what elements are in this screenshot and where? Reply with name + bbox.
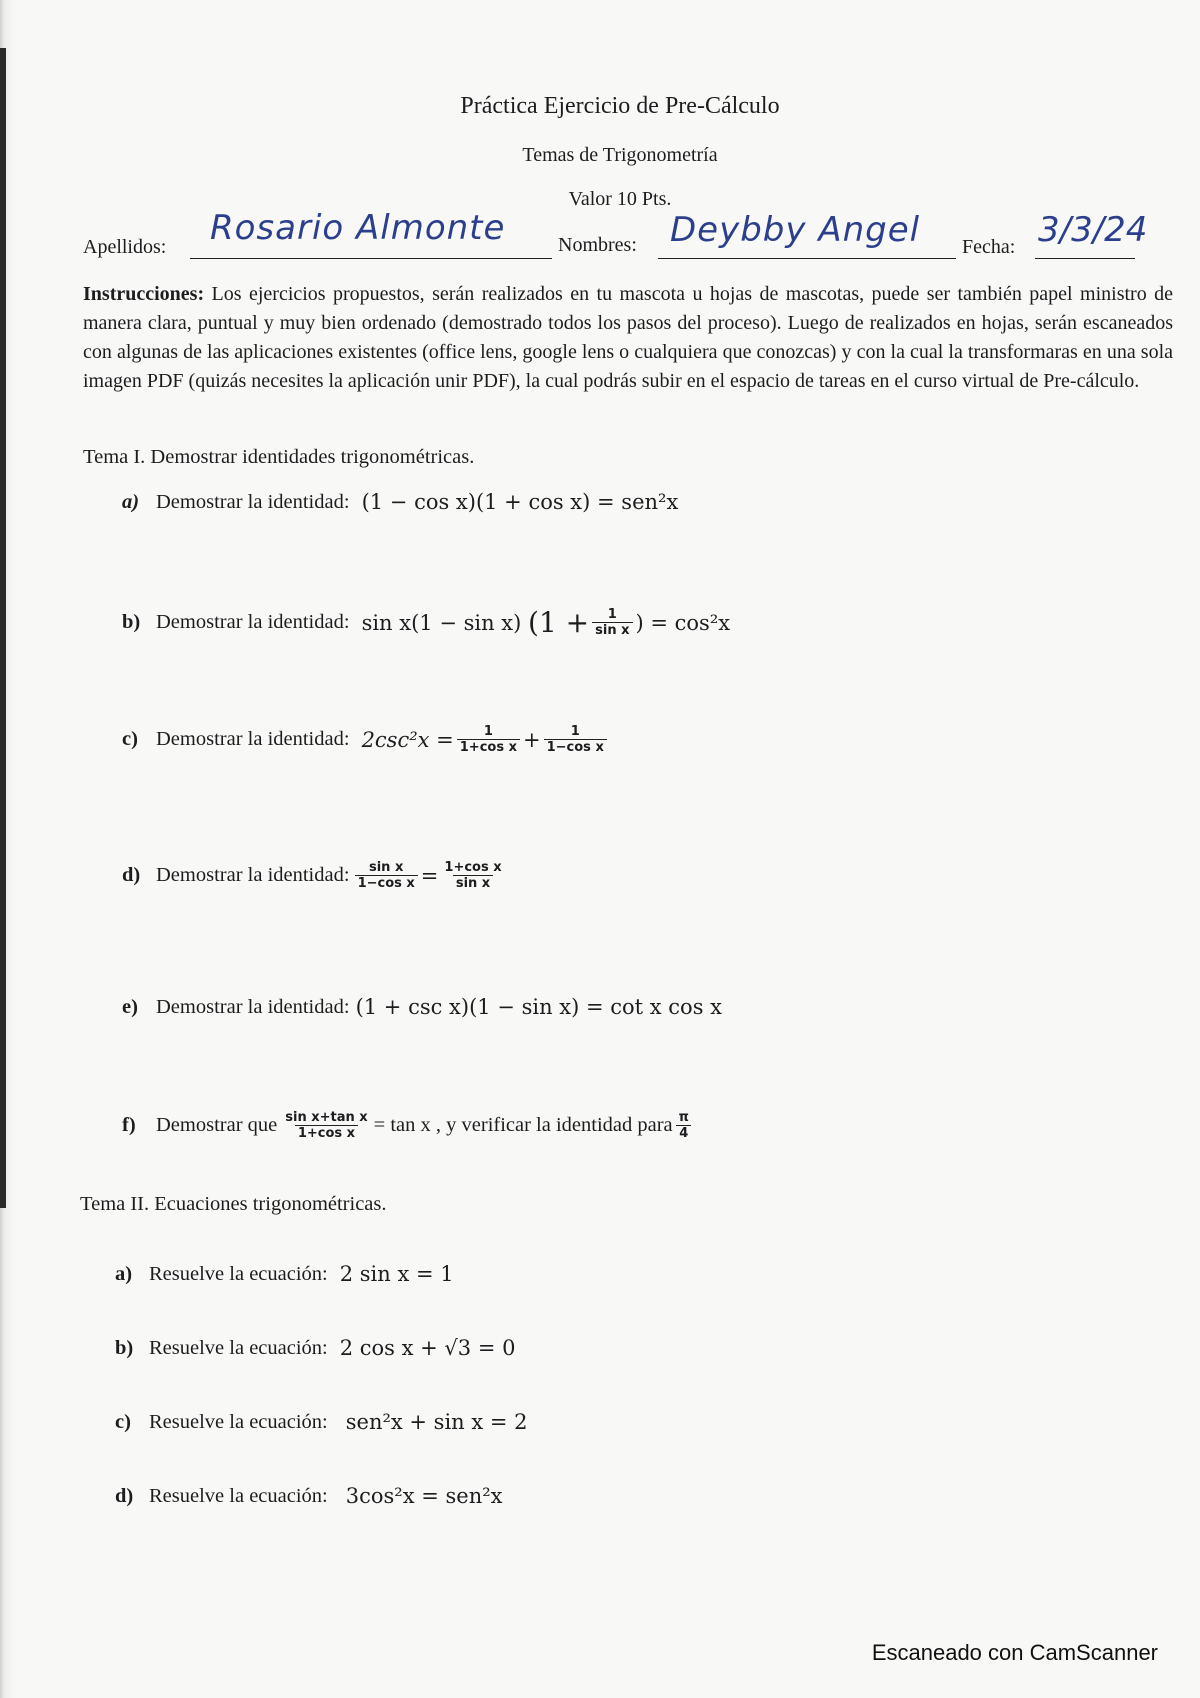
fraction-numerator: sin x+tan x xyxy=(285,1110,368,1125)
fraction-numerator: sin x xyxy=(368,860,404,875)
item-text: Resuelve la ecuación: xyxy=(149,1484,328,1507)
item-text: Demostrar la identidad: xyxy=(156,864,350,886)
math-paren-open: (1 + xyxy=(528,606,590,639)
fraction-numerator: π xyxy=(678,1110,689,1125)
item-text: Resuelve la ecuación: xyxy=(149,1262,328,1285)
instructions-text: Los ejercicios propuestos, serán realizados en tu mascota u hojas de mascotas, puede ser también papel ministro de manera clara, puntual y muy bien ordenado (demostrado todos los pasos del proceso). Luego de realizados en hojas, serán escaneados con algunas de las aplicaciones existentes (office lens, google lens o cualquiera que conozcas) y con la cual la transformaras en una sola imagen PDF (quizás necesites la aplicación unir PDF), la cual podrás subir en el espacio de tareas en el curso virtual de Pre-cálculo. xyxy=(83,283,1174,392)
item-math: sen²x + sin x = 2 xyxy=(345,1410,528,1434)
item-math: (1 − cos x)(1 + cos x) = sen²x xyxy=(361,490,679,514)
item-math: 3cos²x = sen²x xyxy=(345,1484,503,1508)
item-letter: a) xyxy=(122,490,140,513)
apellidos-line xyxy=(190,258,552,259)
tema-2-item-b xyxy=(115,1336,515,1360)
document-title: Práctica Ejercicio de Pre-Cálculo xyxy=(460,93,780,119)
item-math xyxy=(352,860,508,891)
tema-1-item-c xyxy=(122,724,610,755)
fraction xyxy=(355,860,418,891)
fraction xyxy=(457,724,520,755)
fraction xyxy=(441,860,504,891)
tema-1-heading: Tema I. Demostrar identidades trigonométricas. xyxy=(83,446,475,468)
item-math: (1 + csc x)(1 − sin x) = cot x cos x xyxy=(355,995,722,1019)
fraction-denominator: 1−cos x xyxy=(544,739,607,755)
math-post: ) = cos²x xyxy=(635,610,731,635)
fraction-denominator: 1+cos x xyxy=(295,1125,358,1141)
item-math xyxy=(279,1110,695,1141)
fraction-numerator: 1 xyxy=(483,724,493,739)
item-math xyxy=(362,606,731,639)
item-math: 2 cos x + √3 = 0 xyxy=(339,1336,516,1360)
fraction-denominator: 1−cos x xyxy=(355,875,418,891)
item-math: 2 sin x = 1 xyxy=(339,1262,454,1286)
tema-1-item-b xyxy=(122,606,730,639)
fraction xyxy=(592,607,632,638)
tema-1-item-f xyxy=(122,1110,695,1141)
item-letter: c) xyxy=(115,1410,131,1433)
nombres-line xyxy=(658,258,956,259)
nombres-handwritten: Deybby Angel xyxy=(670,210,921,250)
tema-2-item-d xyxy=(115,1484,502,1508)
item-letter: d) xyxy=(115,1484,134,1507)
scan-edge-shadow xyxy=(0,48,6,1208)
math-mid: = tan x , y verificar la identidad para xyxy=(373,1114,673,1136)
item-letter: c) xyxy=(122,728,138,750)
fraction-numerator: 1 xyxy=(570,724,580,739)
math-pre: sin x(1 − sin x) xyxy=(361,610,522,635)
apellidos-handwritten: Rosario Almonte xyxy=(210,208,506,248)
equals-sign: = xyxy=(420,863,439,888)
camscanner-watermark: Escaneado con CamScanner xyxy=(871,1640,1158,1665)
math-pre: 2csc²x = xyxy=(361,727,454,752)
fraction xyxy=(282,1110,370,1141)
instructions-paragraph xyxy=(83,280,1173,396)
nombres-label: Nombres: xyxy=(558,234,637,256)
fecha-line xyxy=(1035,258,1135,259)
tema-2-item-c xyxy=(115,1410,528,1434)
item-text: Resuelve la ecuación: xyxy=(149,1410,328,1433)
item-text: Demostrar la identidad: xyxy=(156,995,350,1018)
fecha-handwritten: 3/3/24 xyxy=(1038,210,1148,250)
fraction-denominator: sin x xyxy=(453,875,493,891)
item-text: Demostrar la identidad: xyxy=(156,728,350,750)
plus-sign: + xyxy=(523,727,541,752)
tema-1-item-e xyxy=(122,995,722,1019)
fraction-denominator: sin x xyxy=(592,622,632,638)
document-subtitle: Temas de Trigonometría xyxy=(522,144,718,166)
fraction-numerator: 1+cos x xyxy=(444,860,502,875)
instructions-label: Instrucciones: xyxy=(83,283,205,305)
tema-2-item-a xyxy=(115,1262,454,1286)
fraction xyxy=(676,1110,692,1141)
fraction xyxy=(544,724,607,755)
item-letter: f) xyxy=(122,1114,136,1136)
tema-2-heading: Tema II. Ecuaciones trigonométricas. xyxy=(80,1193,387,1215)
item-letter: d) xyxy=(122,864,141,886)
item-letter: b) xyxy=(115,1336,134,1359)
fecha-label: Fecha: xyxy=(962,236,1016,258)
item-text: Demostrar que xyxy=(156,1114,278,1136)
item-letter: a) xyxy=(115,1262,133,1285)
apellidos-label: Apellidos: xyxy=(83,236,167,258)
tema-1-item-d xyxy=(122,860,508,891)
item-math xyxy=(362,724,610,755)
fraction-numerator: 1 xyxy=(607,607,617,622)
item-text: Demostrar la identidad: xyxy=(156,490,350,513)
tema-1-item-a xyxy=(122,490,678,514)
item-letter: b) xyxy=(122,611,141,633)
point-value: Valor 10 Pts. xyxy=(568,188,672,210)
fraction-denominator: 1+cos x xyxy=(457,739,520,755)
fraction-denominator: 4 xyxy=(676,1125,691,1141)
item-letter: e) xyxy=(122,995,138,1018)
item-text: Resuelve la ecuación: xyxy=(149,1336,328,1359)
item-text: Demostrar la identidad: xyxy=(156,611,350,633)
